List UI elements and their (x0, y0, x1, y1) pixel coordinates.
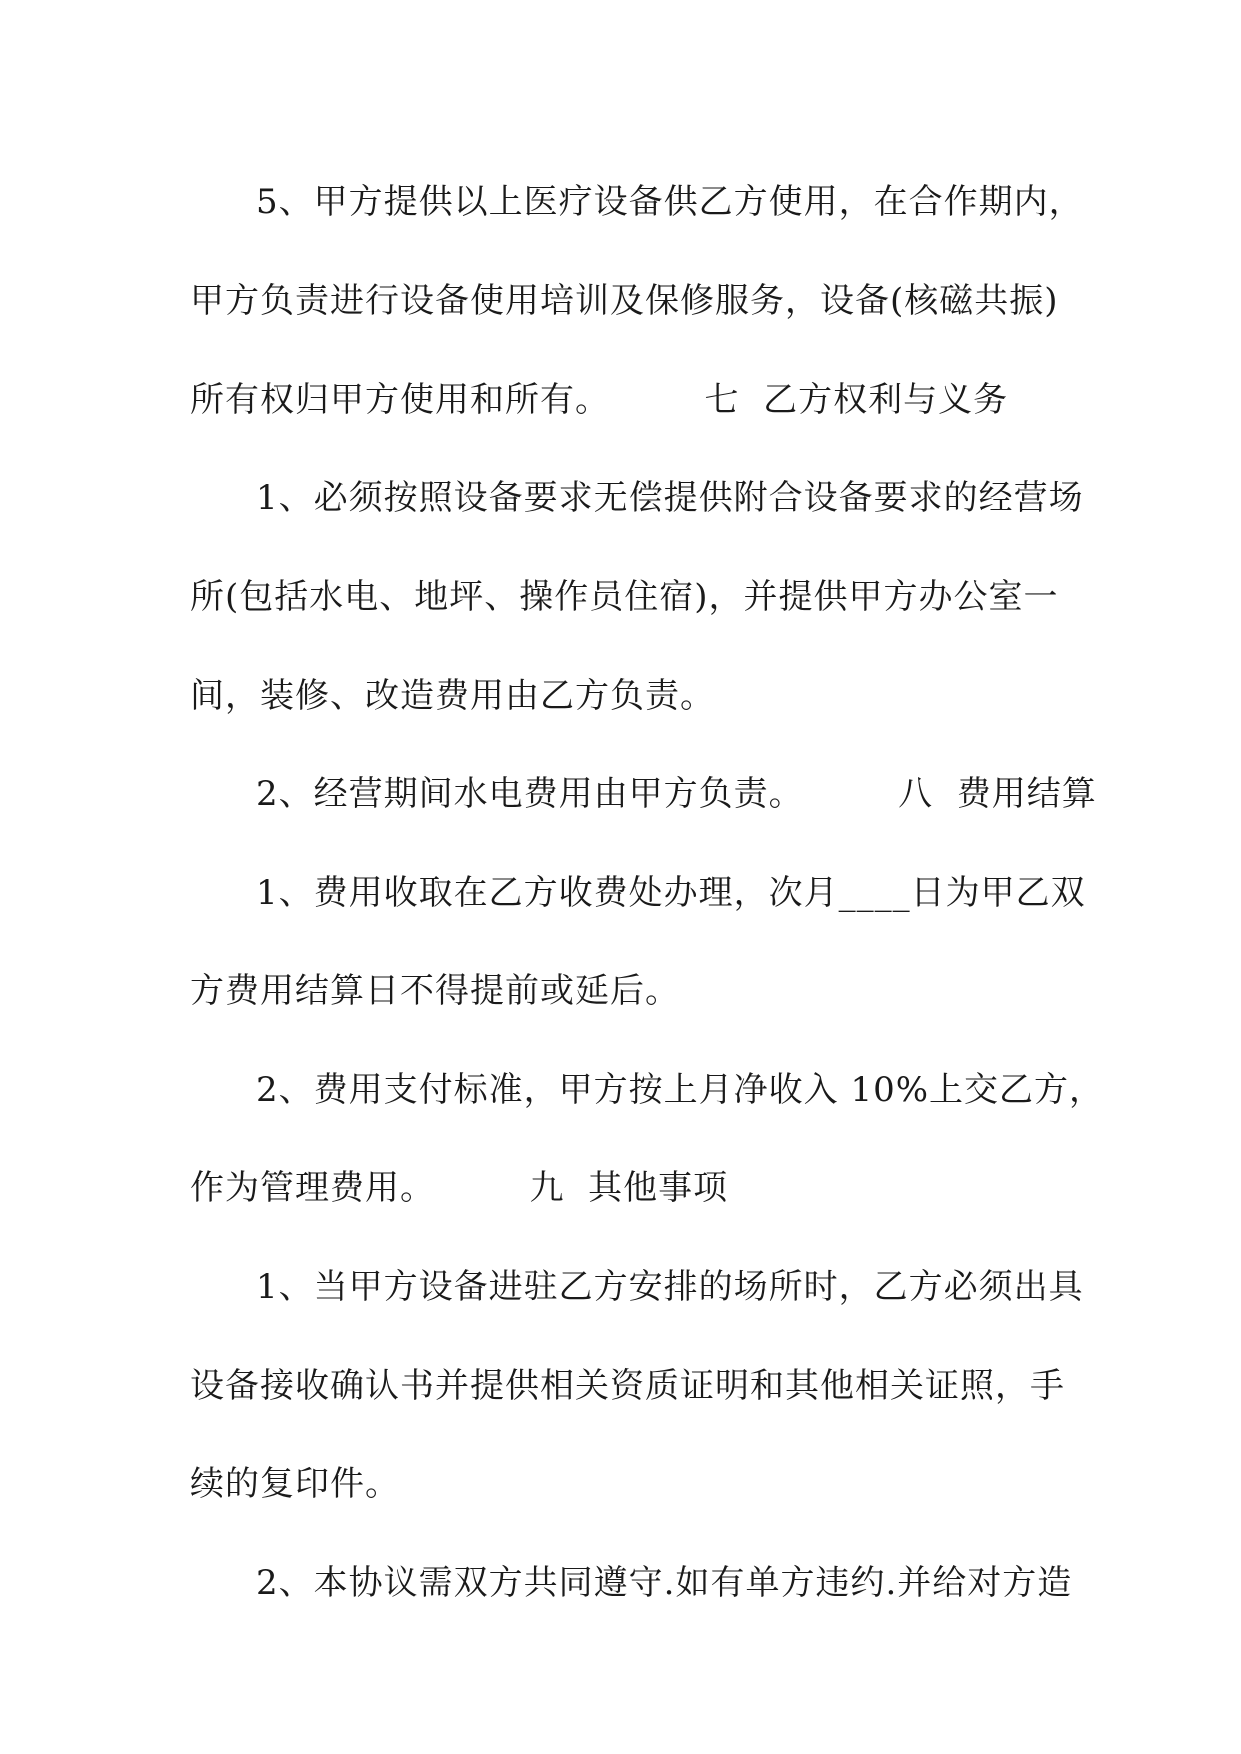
paragraph-line: 间，装修、改造费用由乙方负责。 (190, 676, 715, 716)
paragraph-line: 设备接收确认书并提供相关资质证明和其他相关证照，手 (190, 1366, 1065, 1406)
paragraph-line: 续的复印件。 (190, 1464, 400, 1504)
paragraph-line: 1、必须按照设备要求无偿提供附合设备要求的经营场 (256, 478, 1084, 518)
paragraph-line: 1、当甲方设备进驻乙方安排的场所时，乙方必须出具 (256, 1267, 1084, 1307)
paragraph-line-with-section-heading: 作为管理费用。 九 其他事项 (190, 1168, 729, 1208)
paragraph-line: 1、费用收取在乙方收费处办理，次月____日为甲乙双 (256, 873, 1086, 913)
paragraph-line: 方费用结算日不得提前或延后。 (190, 971, 680, 1011)
paragraph-line: 2、费用支付标准，甲方按上月净收入 10%上交乙方， (256, 1070, 1105, 1110)
paragraph-line: 5、甲方提供以上医疗设备供乙方使用，在合作期内， (256, 182, 1084, 222)
paragraph-line-with-section-heading: 所有权归甲方使用和所有。 七 乙方权利与义务 (190, 380, 1009, 420)
paragraph-line: 2、本协议需双方共同遵守.如有单方违约.并给对方造 (256, 1563, 1073, 1603)
paragraph-line-with-section-heading: 2、经营期间水电费用由甲方负责。 八 费用结算 (256, 774, 1097, 814)
paragraph-line: 所(包括水电、地坪、操作员住宿)，并提供甲方办公室一 (190, 577, 1059, 617)
paragraph-line: 甲方负责进行设备使用培训及保修服务，设备(核磁共振) (190, 281, 1059, 321)
